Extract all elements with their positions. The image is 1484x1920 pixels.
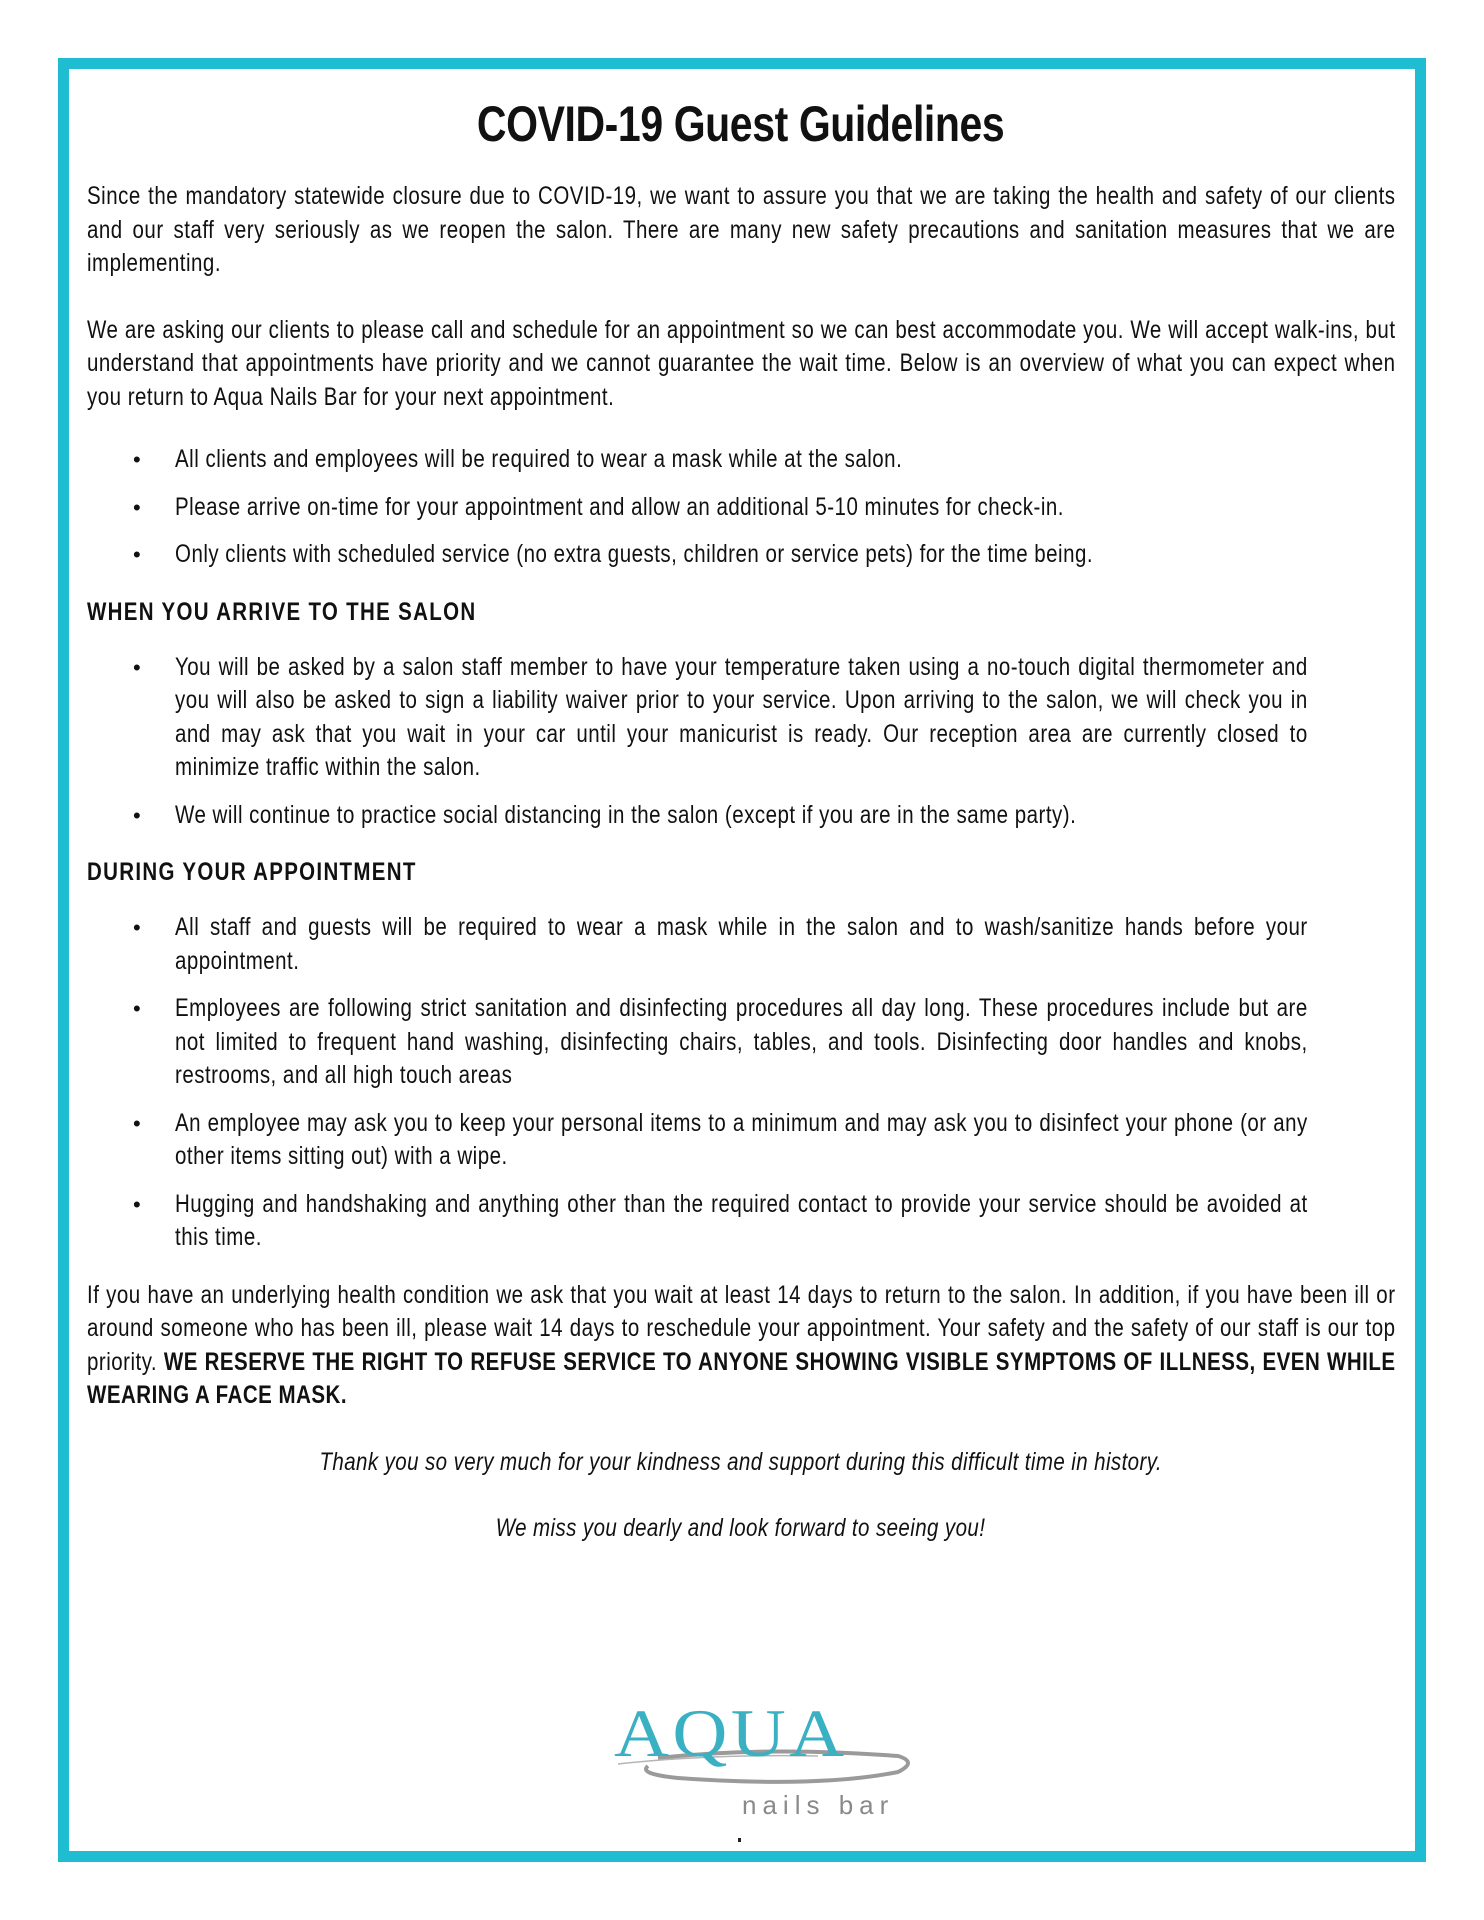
bullet-icon: • — [133, 1191, 141, 1217]
intro-paragraph-1 — [87, 180, 1395, 281]
miss-you-text: We miss you dearly and look forward to seeing you! — [496, 1513, 986, 1542]
appointment-guidelines-list — [87, 911, 1395, 1255]
thank-you-line — [87, 1446, 1395, 1479]
list-item-text: Only clients with scheduled service (no extra guests, children or service pets) for the time being. — [175, 540, 1094, 568]
intro-paragraph-2 — [87, 314, 1395, 415]
list-item-text: You will be asked by a salon staff member to have your temperature taken using a no-touch digital thermometer and you will also be asked to sign a liability waiver prior to your service. Upon arriving to the salon, we will check you in and may ask that you wait in your car until your manicurist is ready. Our reception area are currently closed to minimize traffic within the salon. — [175, 652, 1308, 781]
bullet-icon: • — [133, 494, 141, 520]
aqua-nails-bar-logo — [590, 1690, 900, 1820]
bullet-icon: • — [133, 802, 141, 828]
general-guidelines-list — [87, 443, 1395, 572]
bullet-icon: • — [133, 996, 141, 1021]
intro-paragraph-2-text: We are asking our clients to please call and schedule for an appointment so we can best accommodate you. We will accept walk-ins, but understand that appointments have priority and we cannot guarantee the wait time. Below is an overview of what you can expect when you return to Aqua Nails Bar for your next appointment. — [87, 315, 1396, 411]
logo-wordmark: AQUA — [614, 1695, 848, 1771]
list-item-text: All staff and guests will be required to wear a mask while in the salon and to wash/sanitize hands before your appointment. — [175, 913, 1308, 975]
bullet-icon: • — [133, 915, 141, 940]
section-heading-text: DURING YOUR APPOINTMENT — [87, 858, 417, 886]
list-item-text: All clients and employees will be required to wear a mask while at the salon. — [175, 445, 903, 473]
list-item-text: Please arrive on-time for your appointment and allow an additional 5-10 minutes for check-in. — [175, 492, 1064, 521]
page-title — [87, 92, 1395, 156]
list-item — [87, 1107, 1395, 1174]
list-item — [87, 992, 1395, 1093]
health-notice-text — [87, 1279, 1396, 1413]
arrival-guidelines-list — [87, 651, 1395, 833]
intro-paragraph-1-text: Since the mandatory statewide closure due to COVID-19, we want to assure you that we are taking the health and safety of our clients and our staff very seriously as we reopen the salon. There are many new safety precautions and sanitation measures that we are implementing. — [87, 182, 1396, 277]
bullet-icon: • — [133, 447, 141, 472]
list-item — [87, 538, 1395, 572]
bullet-icon: • — [133, 1110, 141, 1136]
list-item — [87, 443, 1395, 477]
list-item-text: Employees are following strict sanitation and disinfecting procedures all day long. These procedures include but are not limited to frequent hand washing, disinfecting chairs, tables, and tools. Disinfecting door handles and knobs, restrooms, and all high touch areas — [175, 994, 1308, 1089]
section-heading-text: WHEN YOU ARRIVE TO THE SALON — [87, 597, 477, 626]
list-item-text: An employee may ask you to keep your personal items to a minimum and may ask you to disinfect your phone (or any other items sitting out) with a wipe. — [175, 1108, 1308, 1170]
stray-dot — [738, 1838, 741, 1842]
thank-you-text: Thank you so very much for your kindness and support during this difficult time in history. — [319, 1447, 1163, 1476]
list-item — [87, 911, 1395, 978]
list-item — [87, 491, 1395, 525]
list-item — [87, 1188, 1395, 1255]
bullet-icon: • — [133, 654, 141, 680]
bullet-icon: • — [133, 542, 141, 567]
refuse-service-warning: WE RESERVE THE RIGHT TO REFUSE SERVICE TO ANYONE SHOWING VISIBLE SYMPTOMS OF ILLNESS, EVEN WHILE WEARING A FACE MASK. — [87, 1347, 1396, 1409]
section-heading-arrival — [87, 596, 1395, 629]
logo-tagline: nails bar — [742, 1790, 895, 1820]
list-item-text: We will continue to practice social distancing in the salon (except if you are in the same party). — [175, 800, 1077, 829]
document-body — [87, 92, 1395, 1578]
miss-you-line — [87, 1512, 1395, 1545]
health-notice-paragraph — [87, 1279, 1395, 1413]
list-item-text: Hugging and handshaking and anything other than the required contact to provide your service should be avoided at this time. — [175, 1189, 1308, 1251]
list-item — [87, 651, 1395, 785]
health-notice-regular: If you have an underlying health condition we ask that you wait at least 14 days to return to the salon. In addition, if you have been ill or around someone who has been ill, please wait 14 days to reschedule your appointment. Your safety and the safety of our staff is our top priority. — [87, 1280, 1396, 1376]
section-heading-appointment — [87, 856, 1395, 889]
list-item — [87, 799, 1395, 833]
page-title-text: COVID-19 Guest Guidelines — [477, 96, 1005, 152]
